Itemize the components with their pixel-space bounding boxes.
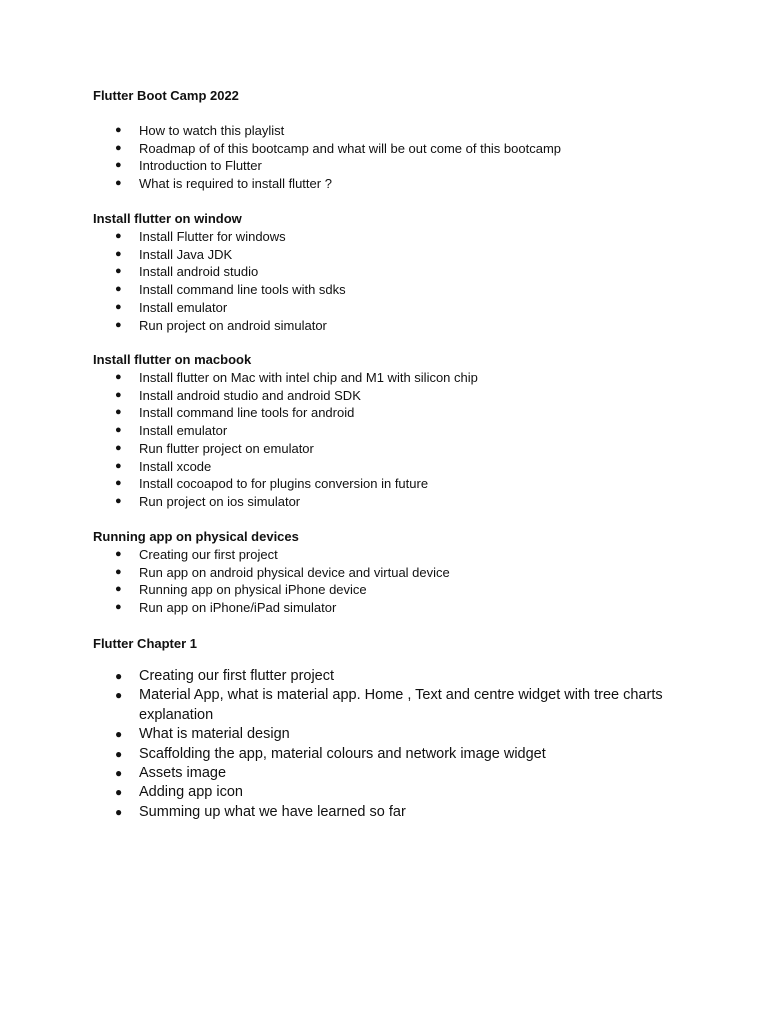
- list-item: ● Install android studio: [115, 264, 259, 280]
- list-item: ● Install emulator: [115, 423, 228, 439]
- list-item: ● Adding app icon: [0, 783, 679, 802]
- section-list: [0, 667, 740, 822]
- bullet-icon: ●: [115, 565, 122, 578]
- bullet-icon: ●: [115, 669, 123, 683]
- bullet-icon: ●: [115, 124, 122, 136]
- list-item: ● Introduction to Flutter: [115, 158, 262, 174]
- bullet-icon: ●: [115, 371, 122, 383]
- list-item: ● Install Flutter for windows: [115, 229, 286, 244]
- bullet-icon: ●: [115, 727, 123, 742]
- list-item: ● Creating our first flutter project: [0, 667, 679, 686]
- bullet-icon: ●: [115, 494, 122, 507]
- list-item: ● What is required to install flutter ?: [115, 176, 332, 192]
- list-item: ● Run project on ios simulator: [115, 493, 301, 509]
- bullet-icon: ●: [115, 283, 122, 296]
- section-title: Running app on physical devices: [93, 529, 299, 544]
- list-item: ● Material App, what is material app. Home , Text and centre widget with tree charts explanation: [115, 687, 663, 723]
- list-item: ● Summing up what we have learned so far: [0, 803, 679, 822]
- section-list: [0, 369, 740, 511]
- list-item: ● Install Java JDK: [115, 246, 233, 262]
- bullet-icon: ●: [115, 441, 122, 454]
- list-item: ● Install android studio and android SDK: [115, 387, 361, 403]
- bullet-icon: ●: [115, 477, 122, 490]
- list-item: ● Scaffolding the app, material colours and network image widget: [0, 745, 679, 764]
- bullet-icon: ●: [115, 388, 122, 401]
- list-item: ● Run flutter project on emulator: [115, 440, 314, 456]
- bullet-icon: ●: [115, 766, 123, 781]
- bullet-icon: ●: [115, 746, 123, 761]
- bullet-icon: ●: [115, 583, 122, 596]
- section-list: [0, 546, 740, 617]
- bullet-icon: ●: [115, 688, 123, 703]
- bullet-icon: ●: [115, 159, 122, 172]
- list-item: ● Install emulator: [115, 299, 228, 315]
- list-item: ● What is material design: [0, 725, 679, 744]
- bullet-icon: ●: [115, 247, 122, 260]
- section-title: Flutter Chapter 1: [93, 636, 198, 651]
- section-title: Install flutter on window: [93, 211, 242, 226]
- bullet-icon: ●: [115, 300, 122, 313]
- list-item: ● Assets image: [0, 764, 679, 783]
- list-item: ● Install command line tools with sdks: [115, 282, 346, 298]
- list-item: ● How to watch this playlist: [115, 123, 285, 138]
- bullet-icon: ●: [115, 785, 123, 800]
- bullet-icon: ●: [115, 265, 122, 278]
- list-item: ● Roadmap of of this bootcamp and what will be out come of this bootcamp: [115, 140, 562, 156]
- list-item: ● Install command line tools for android: [115, 405, 355, 421]
- bullet-icon: ●: [115, 548, 122, 560]
- bullet-icon: ●: [115, 424, 122, 437]
- bullet-icon: ●: [115, 318, 122, 331]
- list-item: ● Install cocoapod to for plugins conversion in future: [115, 476, 429, 492]
- section-title: Install flutter on macbook: [93, 352, 252, 367]
- list-item: ● Creating our first project: [115, 547, 278, 562]
- bullet-icon: ●: [115, 459, 122, 472]
- bullet-icon: ●: [115, 601, 122, 614]
- section-list: [0, 228, 740, 334]
- list-item: ● Install flutter on Mac with intel chip and M1 with silicon chip: [115, 370, 478, 385]
- bullet-icon: ●: [115, 406, 122, 419]
- list-item: ● Run project on android simulator: [115, 317, 327, 333]
- list-item: ● Running app on physical iPhone device: [115, 582, 367, 598]
- list-item: ● Run app on iPhone/iPad simulator: [115, 600, 337, 616]
- list-item: ● Install xcode: [115, 458, 212, 474]
- list-item: ● Run app on android physical device and virtual device: [115, 564, 450, 580]
- section-list: [0, 122, 740, 193]
- bullet-icon: ●: [115, 804, 123, 819]
- section-title: Flutter Boot Camp 2022: [93, 88, 239, 103]
- bullet-icon: ●: [115, 141, 122, 154]
- bullet-icon: ●: [115, 177, 122, 190]
- bullet-icon: ●: [115, 230, 122, 242]
